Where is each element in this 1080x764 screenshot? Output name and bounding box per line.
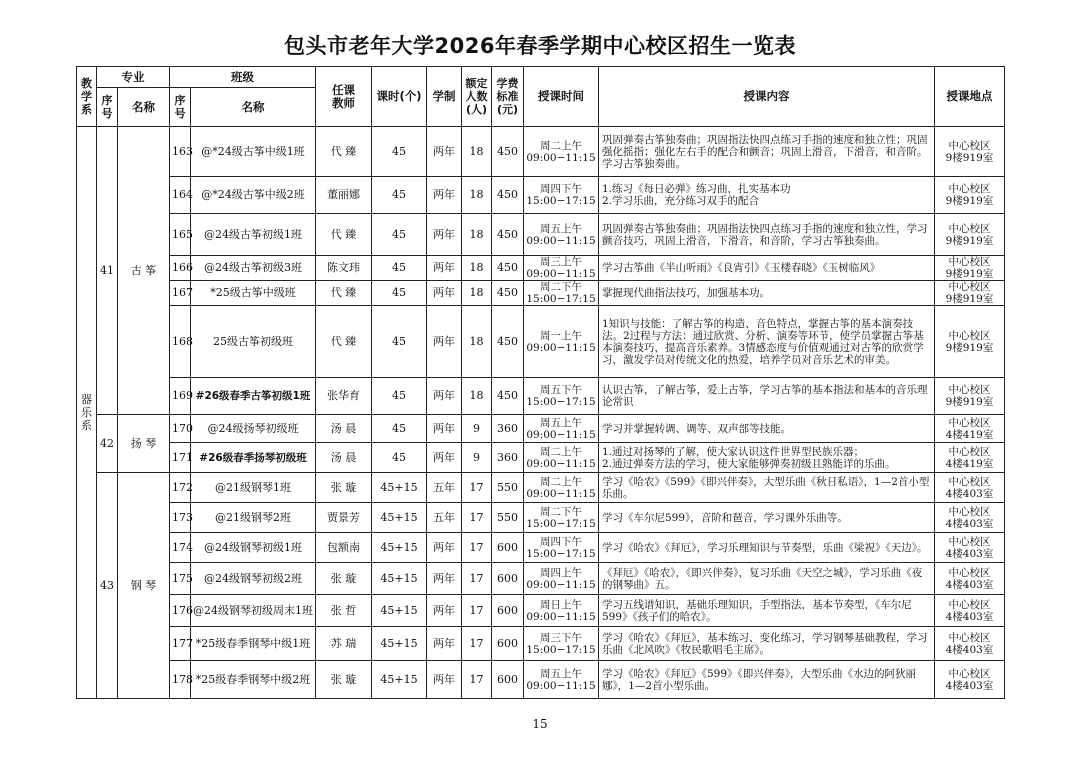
teacher: 代 臻	[316, 127, 372, 177]
teacher: 汤 晨	[316, 415, 372, 443]
class-time	[524, 563, 599, 595]
class-content: 认识古筝，了解古筝，爱上古筝，学习古筝的基本指法和基本的音乐理论常识	[599, 378, 935, 415]
years: 两年	[427, 443, 462, 473]
teacher: 张 璇	[316, 473, 372, 503]
class-place	[935, 533, 1005, 563]
class-content: 学习《哈农》《拜厄》，学习乐理知识与节奏型，乐曲《梁祝》《天边》。	[599, 533, 935, 563]
place-room: 4楼403室	[945, 679, 994, 692]
table-row	[77, 281, 1005, 306]
years: 两年	[427, 533, 462, 563]
class-place	[935, 563, 1005, 595]
teacher: 贾景芳	[316, 503, 372, 533]
hours: 45+15	[372, 661, 427, 699]
class-name: @24级古筝初级3班	[191, 256, 316, 281]
fee: 450	[492, 214, 524, 256]
header-major-name: 名称	[118, 88, 170, 127]
class-clock: 09:00−11:15	[526, 610, 596, 623]
class-name: @24级钢琴初级1班	[191, 533, 316, 563]
class-time	[524, 503, 599, 533]
class-name: @24级钢琴初级周末1班	[191, 595, 316, 627]
class-day: 周四下午	[540, 535, 582, 548]
class-day: 周一上午	[540, 329, 582, 342]
major-name: 扬 琴	[118, 415, 170, 473]
table-row	[77, 627, 1005, 661]
class-no: 177	[170, 627, 191, 661]
class-clock: 15:00−17:15	[526, 293, 596, 305]
class-no: 169	[170, 378, 191, 415]
class-no: 165	[170, 214, 191, 256]
class-place	[935, 473, 1005, 503]
quota: 18	[462, 256, 492, 281]
header-department: 教学系	[77, 67, 97, 127]
class-no: 163	[170, 127, 191, 177]
class-no: 171	[170, 443, 191, 473]
fee: 550	[492, 473, 524, 503]
quota: 17	[462, 661, 492, 699]
class-name: *25级春季钢琴中级2班	[191, 661, 316, 699]
enrollment-table	[76, 66, 1005, 699]
class-time	[524, 443, 599, 473]
fee: 600	[492, 533, 524, 563]
years: 两年	[427, 177, 462, 214]
class-place	[935, 627, 1005, 661]
years: 五年	[427, 503, 462, 533]
hours: 45	[372, 127, 427, 177]
teacher: 陈文玮	[316, 256, 372, 281]
hours: 45+15	[372, 627, 427, 661]
place-room: 9楼919室	[945, 151, 994, 164]
class-no: 173	[170, 503, 191, 533]
place-campus: 中心校区	[948, 416, 991, 429]
years: 两年	[427, 214, 462, 256]
class-content: 学习《哈农》《599》《即兴伴奏》，大型乐曲《秋日私语》，1—2首小型乐曲。	[599, 473, 935, 503]
class-place	[935, 177, 1005, 214]
class-clock: 09:00−11:15	[526, 341, 596, 354]
header-teacher: 任课教师	[316, 67, 372, 127]
quota: 18	[462, 127, 492, 177]
years: 两年	[427, 595, 462, 627]
teacher: 汤 晨	[316, 443, 372, 473]
table-row	[77, 443, 1005, 473]
class-time	[524, 473, 599, 503]
place-campus: 中心校区	[948, 139, 991, 152]
quota: 17	[462, 473, 492, 503]
class-clock: 15:00−17:15	[526, 547, 596, 560]
teacher: 张华育	[316, 378, 372, 415]
class-time	[524, 533, 599, 563]
quota: 18	[462, 214, 492, 256]
years: 两年	[427, 256, 462, 281]
class-no: 178	[170, 661, 191, 699]
quota: 18	[462, 281, 492, 306]
page-title: 包头市老年大学2026年春季学期中心校区招生一览表	[284, 34, 796, 58]
class-place	[935, 127, 1005, 177]
hours: 45+15	[372, 595, 427, 627]
place-room: 4楼419室	[945, 428, 994, 441]
place-campus: 中心校区	[948, 667, 991, 680]
place-campus: 中心校区	[948, 631, 991, 644]
class-clock: 09:00−11:15	[526, 457, 596, 470]
place-room: 4楼403室	[945, 578, 994, 591]
class-time	[524, 214, 599, 256]
teacher: 代 臻	[316, 214, 372, 256]
place-room: 4楼403室	[945, 517, 994, 530]
class-clock: 15:00−17:15	[526, 643, 596, 656]
class-place	[935, 281, 1005, 306]
class-no: 176	[170, 595, 191, 627]
class-time	[524, 256, 599, 281]
class-clock: 09:00−11:15	[526, 487, 596, 500]
years: 两年	[427, 563, 462, 595]
class-day: 周日上午	[540, 598, 582, 611]
fee: 450	[492, 256, 524, 281]
major-name: 钢 琴	[118, 473, 170, 699]
fee: 450	[492, 306, 524, 378]
place-room: 4楼403室	[945, 610, 994, 623]
place-room: 9楼919室	[945, 293, 994, 305]
class-no: 175	[170, 563, 191, 595]
place-campus: 中心校区	[948, 256, 991, 268]
class-day: 周四上午	[540, 566, 582, 579]
major-no: 41	[97, 127, 118, 415]
class-day: 周二下午	[540, 281, 582, 293]
class-no: 167	[170, 281, 191, 306]
place-room: 9楼919室	[945, 195, 994, 207]
class-content: 学习五线谱知识，基础乐理知识，手型指法，基本节奏型，《车尔尼599》《孩子们的哈农》。	[599, 595, 935, 627]
table-row	[77, 473, 1005, 503]
class-content: 《拜厄》《哈农》，《即兴伴奏》，复习乐曲《天空之城》，学习乐曲《夜的钢琴曲》五。	[599, 563, 935, 595]
place-room: 9楼919室	[945, 341, 994, 354]
class-content: 学习并掌握转调、调等、双声部等技能。	[599, 415, 935, 443]
class-name: @*24级古筝中级1班	[191, 127, 316, 177]
place-room: 9楼919室	[945, 268, 994, 280]
class-content: 巩固弹奏古筝独奏曲；巩固指法快四点练习手指的速度和独立性；巩固强化摇指；强化左右手的配合和颤音；巩固上滑音，下滑音，和音阶。学习古筝独奏曲。	[599, 127, 935, 177]
class-no: 168	[170, 306, 191, 378]
class-time	[524, 306, 599, 378]
class-place	[935, 595, 1005, 627]
class-content: 1知识与技能：了解古筝的构造、音色特点，掌握古筝的基本演奏技法。2过程与方法：通过欣赏、分析、演奏等环节，使学员掌握古筝基本演奏技巧，提高音乐素养。3情感态度与价值观通过对古筝的欣赏学习，激发学员对传统文化的热爱，培养学员对音乐艺术的审美。	[599, 306, 935, 378]
years: 两年	[427, 415, 462, 443]
years: 两年	[427, 661, 462, 699]
header-class-name: 名称	[191, 88, 316, 127]
class-day: 周五上午	[540, 416, 582, 429]
header-time: 授课时间	[524, 67, 599, 127]
hours: 45+15	[372, 563, 427, 595]
class-day: 周二上午	[540, 475, 582, 488]
teacher: 董丽娜	[316, 177, 372, 214]
quota: 17	[462, 533, 492, 563]
class-clock: 15:00−17:15	[526, 396, 596, 408]
class-time	[524, 281, 599, 306]
header-major: 专业	[97, 67, 170, 88]
teacher: 包额南	[316, 533, 372, 563]
class-time	[524, 661, 599, 699]
quota: 18	[462, 177, 492, 214]
place-campus: 中心校区	[948, 445, 991, 458]
hours: 45+15	[372, 533, 427, 563]
hours: 45	[372, 415, 427, 443]
place-campus: 中心校区	[948, 281, 991, 293]
class-place	[935, 256, 1005, 281]
class-day: 周二下午	[540, 505, 582, 518]
table-row	[77, 661, 1005, 699]
table-row	[77, 533, 1005, 563]
class-time	[524, 177, 599, 214]
teacher: 张 璇	[316, 563, 372, 595]
class-name: @*24级古筝中级2班	[191, 177, 316, 214]
years: 五年	[427, 473, 462, 503]
class-place	[935, 378, 1005, 415]
years: 两年	[427, 127, 462, 177]
class-day: 周三上午	[540, 256, 582, 268]
place-campus: 中心校区	[948, 222, 991, 235]
quota: 9	[462, 443, 492, 473]
fee: 450	[492, 281, 524, 306]
class-clock: 15:00−17:15	[526, 517, 596, 530]
years: 两年	[427, 378, 462, 415]
teacher: 代 臻	[316, 281, 372, 306]
major-no: 42	[97, 415, 118, 473]
class-day: 周二上午	[540, 139, 582, 152]
class-clock: 09:00−11:15	[526, 428, 596, 441]
class-content: 1.练习《每日必弹》练习曲，扎实基本功 2.学习乐曲，充分练习双手的配合	[599, 177, 935, 214]
quota: 18	[462, 306, 492, 378]
fee: 360	[492, 443, 524, 473]
place-campus: 中心校区	[948, 598, 991, 611]
teacher: 苏 瑞	[316, 627, 372, 661]
place-room: 4楼403室	[945, 547, 994, 560]
fee: 450	[492, 127, 524, 177]
class-name: @21级钢琴2班	[191, 503, 316, 533]
class-name: *25级古筝中级班	[191, 281, 316, 306]
quota: 17	[462, 563, 492, 595]
header-major-no: 序号	[97, 88, 118, 127]
class-time	[524, 595, 599, 627]
class-place	[935, 306, 1005, 378]
page-number: 15	[532, 717, 548, 731]
class-day: 周四下午	[540, 183, 582, 195]
class-content: 1.通过对扬琴的了解，使大家认识这件世界型民族乐器； 2.通过弹奏方法的学习，使大家能够弹奏初级且熟能详的乐曲。	[599, 443, 935, 473]
class-time	[524, 127, 599, 177]
header-class-no: 序号	[170, 88, 191, 127]
header-place: 授课地点	[935, 67, 1005, 127]
class-name: @24级扬琴初级班	[191, 415, 316, 443]
table-row	[77, 415, 1005, 443]
years: 两年	[427, 306, 462, 378]
class-content: 巩固弹奏古筝独奏曲；巩固指法快四点练习手指的速度和独立性，学习颤音技巧，巩固上滑音，下滑音，和音阶，学习古筝独奏曲。	[599, 214, 935, 256]
table-row	[77, 503, 1005, 533]
class-name: 25级古筝初级班	[191, 306, 316, 378]
table-row	[77, 563, 1005, 595]
class-day: 周五上午	[540, 667, 582, 680]
hours: 45	[372, 306, 427, 378]
place-room: 9楼919室	[945, 234, 994, 247]
class-place	[935, 661, 1005, 699]
table-row	[77, 127, 1005, 177]
class-day: 周五上午	[540, 222, 582, 235]
class-clock: 09:00−11:15	[526, 578, 596, 591]
class-time	[524, 378, 599, 415]
fee: 600	[492, 563, 524, 595]
years: 两年	[427, 281, 462, 306]
quota: 17	[462, 627, 492, 661]
hours: 45	[372, 378, 427, 415]
table-row	[77, 256, 1005, 281]
table-row	[77, 177, 1005, 214]
class-content: 掌握现代曲指法技巧，加强基本功。	[599, 281, 935, 306]
class-clock: 09:00−11:15	[526, 151, 596, 164]
class-place	[935, 443, 1005, 473]
class-time	[524, 627, 599, 661]
hours: 45	[372, 256, 427, 281]
place-room: 4楼403室	[945, 643, 994, 656]
class-name: *25级春季钢琴中级1班	[191, 627, 316, 661]
class-no: 170	[170, 415, 191, 443]
class-name: #26级春季古筝初级1班	[191, 378, 316, 415]
teacher: 张 璇	[316, 661, 372, 699]
class-content: 学习《哈农》《拜厄》《599》《即兴伴奏》，大型乐曲《水边的阿狄丽娜》，1—2首小型乐曲。	[599, 661, 935, 699]
major-name: 古 筝	[118, 127, 170, 415]
class-day: 周三下午	[540, 631, 582, 644]
hours: 45	[372, 177, 427, 214]
hours: 45	[372, 443, 427, 473]
class-clock: 15:00−17:15	[526, 195, 596, 207]
table-row	[77, 595, 1005, 627]
class-no: 164	[170, 177, 191, 214]
class-name: @24级古筝初级1班	[191, 214, 316, 256]
fee: 550	[492, 503, 524, 533]
table-row	[77, 306, 1005, 378]
quota: 18	[462, 378, 492, 415]
place-campus: 中心校区	[948, 384, 991, 396]
years: 两年	[427, 627, 462, 661]
class-name: @24级钢琴初级2班	[191, 563, 316, 595]
fee: 360	[492, 415, 524, 443]
class-no: 166	[170, 256, 191, 281]
header-quota: 额定人数(人)	[462, 67, 492, 127]
hours: 45+15	[372, 473, 427, 503]
class-name: @21级钢琴1班	[191, 473, 316, 503]
class-place	[935, 214, 1005, 256]
place-room: 9楼919室	[945, 396, 994, 408]
header-fee: 学费标准(元)	[492, 67, 524, 127]
place-campus: 中心校区	[948, 535, 991, 548]
fee: 450	[492, 177, 524, 214]
place-campus: 中心校区	[948, 566, 991, 579]
teacher: 代 臻	[316, 306, 372, 378]
quota: 9	[462, 415, 492, 443]
department-cell	[77, 127, 97, 699]
major-no: 43	[97, 473, 118, 699]
fee: 450	[492, 378, 524, 415]
teacher: 张 哲	[316, 595, 372, 627]
place-campus: 中心校区	[948, 183, 991, 195]
place-campus: 中心校区	[948, 505, 991, 518]
class-clock: 09:00−11:15	[526, 234, 596, 247]
fee: 600	[492, 661, 524, 699]
place-room: 4楼419室	[945, 457, 994, 470]
quota: 17	[462, 595, 492, 627]
fee: 600	[492, 627, 524, 661]
class-clock: 09:00−11:15	[526, 268, 596, 280]
header-hours: 课时(个)	[372, 67, 427, 127]
header-years: 学制	[427, 67, 462, 127]
place-room: 4楼403室	[945, 487, 994, 500]
class-no: 174	[170, 533, 191, 563]
place-campus: 中心校区	[948, 329, 991, 342]
class-place	[935, 503, 1005, 533]
hours: 45+15	[372, 503, 427, 533]
fee: 600	[492, 595, 524, 627]
hours: 45	[372, 281, 427, 306]
class-content: 学习古筝曲《半山听雨》《良宵引》《玉楼春晓》《玉树临风》	[599, 256, 935, 281]
class-content: 学习《哈农》《拜厄》，基本练习、变化练习，学习钢琴基础教程，学习乐曲《北风吹》《牧民歌唱毛主席》。	[599, 627, 935, 661]
header-class: 班级	[170, 67, 316, 88]
class-content: 学习《车尔尼599》，音阶和琶音，学习课外乐曲等。	[599, 503, 935, 533]
department-name: 器乐系	[81, 393, 92, 432]
class-day: 周二上午	[540, 445, 582, 458]
class-day: 周五下午	[540, 384, 582, 396]
hours: 45	[372, 214, 427, 256]
class-no: 172	[170, 473, 191, 503]
class-time	[524, 415, 599, 443]
quota: 17	[462, 503, 492, 533]
table-row	[77, 214, 1005, 256]
table-row	[77, 378, 1005, 415]
class-name: #26级春季扬琴初级班	[191, 443, 316, 473]
class-clock: 09:00−11:15	[526, 679, 596, 692]
header-content: 授课内容	[599, 67, 935, 127]
class-place	[935, 415, 1005, 443]
place-campus: 中心校区	[948, 475, 991, 488]
